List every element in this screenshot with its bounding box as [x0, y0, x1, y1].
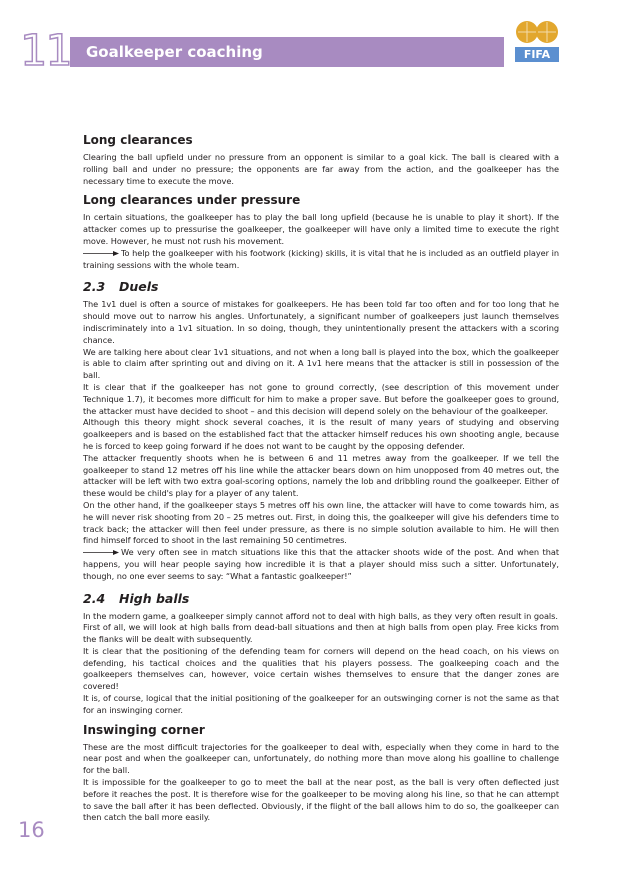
paragraph: [83, 299, 559, 582]
paragraph-text: We very often see in match situations like this that the attacker shoots wide of the post. And when that happens, you will hear people saying how incredible it is that a player should miss such a sitter. Unfortunately, though, no one ever seems to say: “What a fantastic goalkeeper!”: [83, 547, 559, 581]
page-number: 16: [18, 818, 45, 842]
paragraph-text: It is impossible for the goalkeeper to go to meet the ball at the near post, as the ball is very often deflected just before it reaches the post. It is therefore wise for the goalkeeper to be moving along his line, so that he can attempt to save the ball after it has been deflected. Obviously, if the flight of the ball allows him to do so, the goalkeeper can then catch the ball more easily.: [83, 777, 559, 823]
section-title: High balls: [119, 590, 190, 606]
paragraph-text: In certain situations, the goalkeeper has to play the ball long upfield (because he is unable to play it short). If the attacker comes up to pressurise the goalkeeper, the goalkeeper will have only a limited time to execute the right move. However, he must not rush his movement.: [83, 212, 559, 246]
paragraph-text: In the modern game, a goalkeeper simply cannot afford not to deal with high balls, as they very often result in goals.: [83, 610, 558, 621]
paragraph-text: To help the goalkeeper with his footwork (kicking) skills, it is vital that he is included as an outfield player in training sessions with the whole team.: [83, 247, 559, 270]
heading-inswinging-corner: Inswinging corner: [83, 722, 205, 737]
page-title: Goalkeeper coaching: [86, 43, 263, 61]
paragraph: [83, 212, 559, 271]
section-heading-duels: [83, 279, 559, 294]
section-heading-high-balls: [83, 591, 559, 606]
chapter-number: 11: [20, 26, 71, 76]
paragraph-text: The attacker frequently shoots when he is between 6 and 11 metres away from the goalkeeper. If we tell the goalkeeper to stand 12 metres off his line while the attacker bears down on him unopposed from 40 metres out, the attacker will be left with two extra goal-scoring options, namely the lob and dribbling round the goalkeeper. Either of these would be child's play for a player of any talent.: [83, 452, 559, 499]
paragraph: [83, 611, 559, 717]
paragraph-text: It is clear that if the goalkeeper has not gone to ground correctly, (see description of this movement under Technique 1.7), it becomes more difficult for him to make a proper save. But before the goalkeeper goes to ground, the attacker must have decided to shoot – and this decision will depend solely on the behaviour of the goalkeeper.: [83, 381, 559, 416]
section-number: 2.4: [83, 590, 106, 606]
paragraph: [83, 742, 559, 825]
paragraph: Clearing the ball upfield under no pressure from an opponent is similar to a goal kick. The ball is cleared with a rolling ball and under no pressure; the opponents are far away from the action, and the goalkeeper has the necessary time to execute the move.: [83, 152, 559, 186]
paragraph-text: These are the most difficult trajectories for the goalkeeper to deal with, especially when they come in hard to the near post and when the goalkeeper can, unfortunately, do nothing more than move along his goalline to challenge for the ball.: [83, 741, 559, 776]
paragraph-text: We are talking here about clear 1v1 situations, and not when a long ball is played into the box, which the goalkeeper is able to claim after sprinting out and diving on it. A 1v1 here means that the attacker is still in possession of the ball.: [83, 346, 559, 381]
paragraph-text: On the other hand, if the goalkeeper stays 5 metres off his own line, the attacker will have to come towards him, as he will never risk shooting from 20 – 25 metres out. First, in doing this, the goalkeeper will give his defenders time to track back; the attacker will then feel under pressure, as there is no simple solution available to him. He will then find himself forced to shoot in the last remaining 50 centimetres.: [83, 499, 559, 546]
paragraph-text: First of all, we will look at high balls from dead-ball situations and then at high balls from open play. Free kicks from the flanks will be dealt with subsequently.: [83, 622, 559, 645]
paragraph-text: It is clear that the positioning of the defending team for corners will depend on the head coach, on his views on defending, his tactical choices and the qualities that his players possess. The goalkeeping coach and the goalkeepers themselves can, however, voice certain wishes themselves to ensure that the danger zones are covered!: [83, 645, 559, 692]
paragraph-text: The 1v1 duel is often a source of mistakes for goalkeepers. He has been told far too often and for too long that he should move out to narrow his angles. Unfortunately, a significant number of goalkeepers just launch themselves indiscriminately into a 1v1 situation. In so doing, though, they unintentionally present the attackers with a scoring chance.: [83, 299, 559, 345]
heading-long-clearances-pressure: Long clearances under pressure: [83, 193, 301, 208]
section-title: Duels: [119, 279, 159, 295]
main-content: [83, 133, 559, 830]
section-number: 2.3: [83, 279, 106, 295]
fifa-logo-text: FIFA: [515, 47, 559, 62]
arrow-right-icon: [83, 250, 119, 257]
paragraph-text: It is, of course, logical that the initial positioning of the goalkeeper for an outswinging corner is not the same as that for an inswinging corner.: [83, 693, 559, 715]
heading-long-clearances: Long clearances: [83, 133, 193, 147]
arrow-right-icon: [83, 549, 119, 556]
paragraph-text: Although this theory might shock several coaches, it is the result of many years of studying and observing goalkeepers and is based on the established fact that the attacker himself reduces his own shooting angle, because he is forced to keep going forward if he does not want to be caught by the opposing defender.: [83, 417, 559, 451]
